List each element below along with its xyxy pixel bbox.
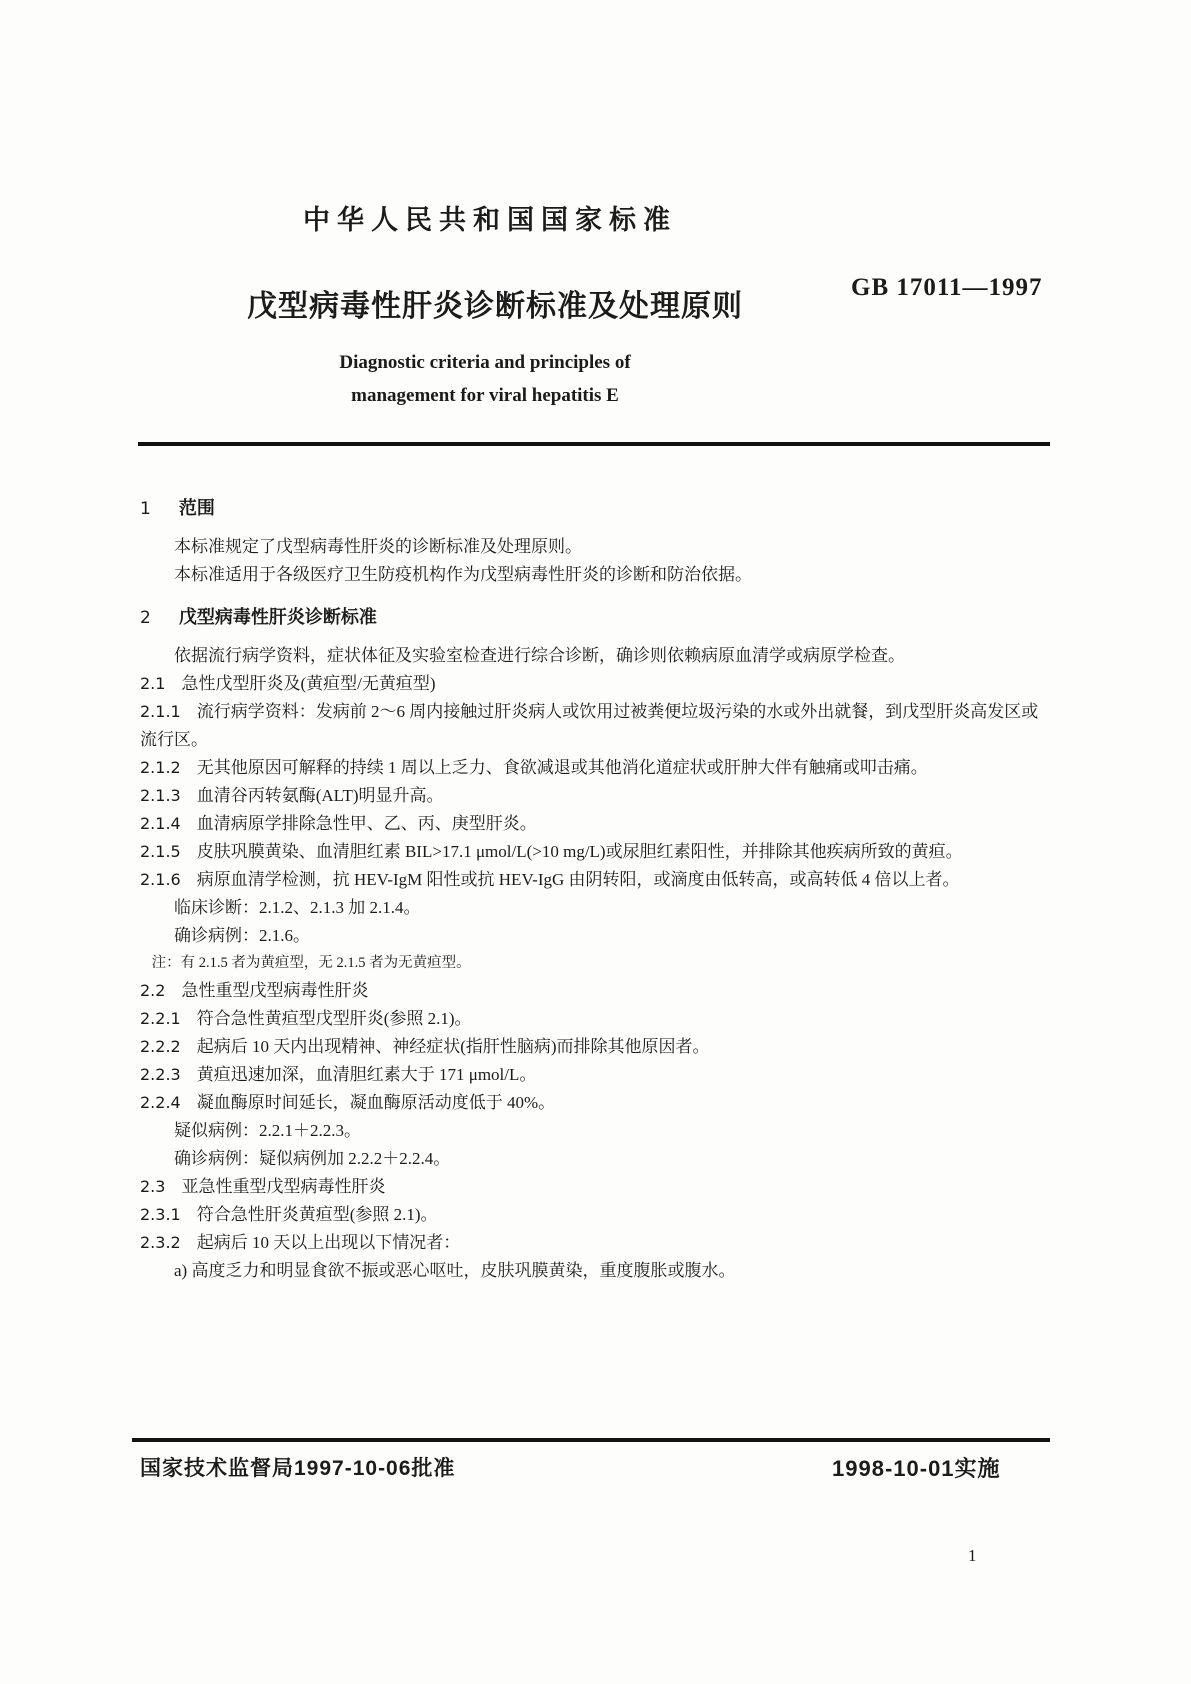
para [140,561,1048,589]
clause-number: 2.1.5 [140,842,181,861]
clause-number: 2.2.4 [140,1093,181,1112]
document-title: 戊型病毒性肝炎诊断标准及处理原则 [247,290,743,323]
clause-text: 依据流行病学资料，症状体征及实验室检查进行综合诊断，确诊则依赖病原血清学或病原学检查。 [174,646,905,665]
clause-text: 注：有 2.1.5 者为黄疸型，无 2.1.5 者为无黄疸型。 [151,955,471,971]
clause-number: 2.3.2 [140,1233,181,1252]
clause-number: 1 [140,499,151,519]
clause-text: 确诊病例：疑似病例加 2.2.2＋2.2.4。 [174,1149,451,1168]
clause [140,754,1048,782]
clause [140,810,1048,838]
indent-para [140,894,1048,922]
clause-number: 2.2.2 [140,1037,181,1056]
clause [140,838,1048,866]
indent-para [140,1257,1048,1285]
clause-text: 急性戊型肝炎及(黄疸型/无黄疸型) [181,674,436,693]
clause [140,1173,1048,1201]
clause-text: 病原血清学检测，抗 HEV-IgM 阳性或抗 HEV-IgG 由阴转阳，或滴度由低转高，或高转低 4 倍以上者。 [196,870,960,889]
document-body [140,494,1048,1285]
english-title [140,346,830,412]
clause-number: 2.2.3 [140,1065,181,1084]
clause-number: 2.1.4 [140,814,181,833]
clause-number: 2.3.1 [140,1205,181,1224]
footer-divider-rule [132,1438,1050,1442]
clause-text: 血清病原学排除急性甲、乙、丙、庚型肝炎。 [196,814,537,833]
clause-text: 本标准适用于各级医疗卫生防疫机构作为戊型病毒性肝炎的诊断和防治依据。 [174,565,752,584]
clause-text: 确诊病例：2.1.6。 [174,926,310,945]
clause-number: 2.1 [140,674,166,693]
clause-number: 2.2 [140,981,166,1000]
clause-text: 临床诊断：2.1.2、2.1.3 加 2.1.4。 [174,898,421,917]
page-number: 1 [968,1546,977,1565]
standard-number: GB 17011—1997 [851,274,1043,301]
implementation-date: 1998-10-01实施 [832,1456,1001,1481]
clause-text: 流行病学资料：发病前 2～6 周内接触过肝炎病人或饮用过被粪便垃圾污染的水或外出就餐，到戊型肝炎高发区或流行区。 [140,702,1039,749]
section-heading [140,494,1048,523]
section-heading [140,603,1048,632]
english-title-line2: management for viral hepatitis E [351,385,619,406]
clause [140,1005,1048,1033]
clause [140,698,1048,754]
clause-text: 疑似病例：2.2.1＋2.2.3。 [174,1121,361,1140]
clause-text: 戊型病毒性肝炎诊断标准 [178,607,377,627]
clause-number: 2.1.3 [140,786,181,805]
clause [140,1089,1048,1117]
clause [140,866,1048,894]
english-title-line1: Diagnostic criteria and principles of [339,352,631,373]
clause [140,1201,1048,1229]
clause-number: 2.1.1 [140,702,181,721]
indent-para [140,1145,1048,1173]
indent-para [140,922,1048,950]
clause-text: 范围 [178,498,215,518]
clause-text: 血清谷丙转氨酶(ALT)明显升高。 [196,786,444,805]
note [140,950,1048,977]
approval-authority: 国家技术监督局1997-10-06批准 [140,1457,456,1480]
clause [140,782,1048,810]
clause-number: 2.1.2 [140,758,181,777]
clause-text: 凝血酶原时间延长，凝血酶原活动度低于 40%。 [196,1093,556,1112]
clause-number: 2.2.1 [140,1009,181,1028]
clause [140,977,1048,1005]
clause-text: a) 高度乏力和明显食欲不振或恶心呕吐，皮肤巩膜黄染，重度腹胀或腹水。 [174,1261,736,1280]
clause-number: 2.3 [140,1177,166,1196]
clause-text: 起病后 10 天以上出现以下情况者： [196,1233,461,1252]
clause [140,1061,1048,1089]
clause-number: 2 [140,608,151,628]
indent-para [140,1117,1048,1145]
para [140,642,1048,670]
clause-text: 起病后 10 天内出现精神、神经症状(指肝性脑病)而排除其他原因者。 [196,1037,710,1056]
clause-text: 无其他原因可解释的持续 1 周以上乏力、食欲减退或其他消化道症状或肝肿大伴有触痛或叩击痛。 [196,758,928,777]
clause-text: 本标准规定了戊型病毒性肝炎的诊断标准及处理原则。 [174,537,582,556]
standard-label: 中华人民共和国国家标准 [303,205,677,235]
clause-text: 符合急性肝炎黄疸型(参照 2.1)。 [196,1205,438,1224]
clause-text: 皮肤巩膜黄染、血清胆红素 BIL>17.1 μmol/L(>10 mg/L)或尿胆红素阳性，并排除其他疾病所致的黄疸。 [196,842,963,861]
clause-text: 亚急性重型戊型病毒性肝炎 [181,1177,386,1196]
clause [140,1033,1048,1061]
clause [140,1229,1048,1257]
clause-text: 急性重型戊型病毒性肝炎 [181,981,369,1000]
para [140,533,1048,561]
clause-text: 黄疸迅速加深，血清胆红素大于 171 μmol/L。 [196,1065,537,1084]
clause [140,670,1048,698]
clause-text: 符合急性黄疸型戊型肝炎(参照 2.1)。 [196,1009,472,1028]
clause-number: 2.1.6 [140,870,181,889]
header-divider-rule [138,442,1050,446]
